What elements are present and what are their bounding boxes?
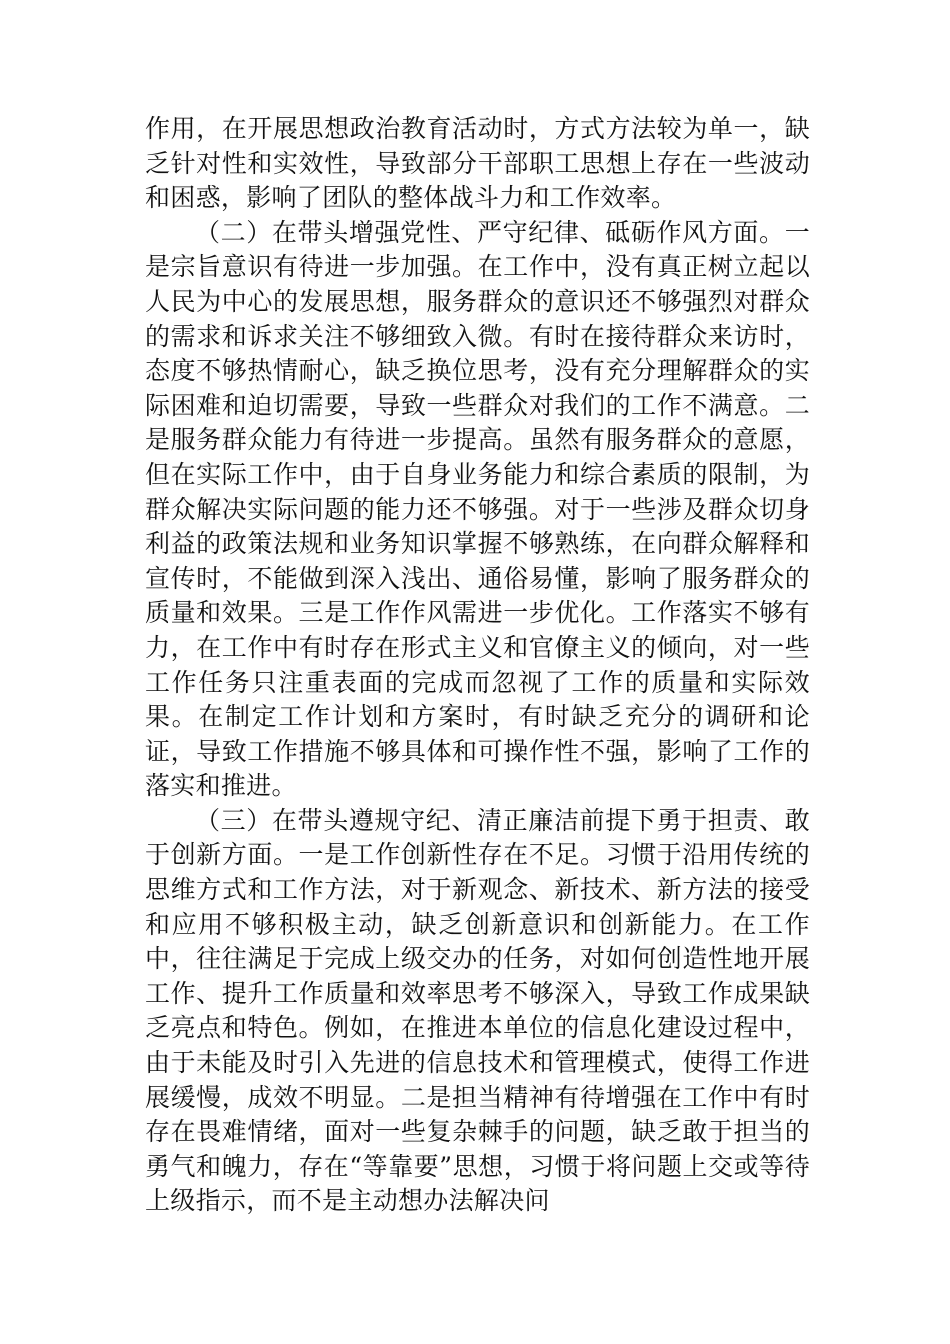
- document-body: [145, 112, 810, 1219]
- paragraph-section-three: （三）在带头遵规守纪、清正廉洁前提下勇于担责、敢于创新方面。一是工作创新性存在不足。习惯于沿用传统的思维方式和工作方法，对于新观念、新技术、新方法的接受和应用不够积极主动，缺乏创新意识和创新能力。在工作中，往往满足于完成上级交办的任务，对如何创造性地开展工作、提升工作质量和效率思考不够深入，导致工作成果缺乏亮点和特色。例如，在推进本单位的信息化建设过程中，由于未能及时引入先进的信息技术和管理模式，使得工作进展缓慢，成效不明显。二是担当精神有待增强在工作中有时存在畏难情绪，面对一些复杂棘手的问题，缺乏敢于担当的勇气和魄力，存在“等靠要”思想，习惯于将问题上交或等待上级指示，而不是主动想办法解决问: [145, 805, 810, 1216]
- paragraph-continued: 作用，在开展思想政治教育活动时，方式方法较为单一，缺乏针对性和实效性，导致部分干部职工思想上存在一些波动和困惑，影响了团队的整体战斗力和工作效率。: [145, 114, 810, 213]
- paragraph-section-two: （二）在带头增强党性、严守纪律、砥砺作风方面。一是宗旨意识有待进一步加强。在工作中，没有真正树立起以人民为中心的发展思想，服务群众的意识还不够强烈对群众的需求和诉求关注不够细致入微。有时在接待群众来访时，态度不够热情耐心，缺乏换位思考，没有充分理解群众的实际困难和迫切需要，导致一些群众对我们的工作不满意。二是服务群众能力有待进一步提高。虽然有服务群众的意愿，但在实际工作中，由于自身业务能力和综合素质的限制，为群众解决实际问题的能力还不够强。对于一些涉及群众切身利益的政策法规和业务知识掌握不够熟练，在向群众解释和宣传时，不能做到深入浅出、通俗易懂，影响了服务群众的质量和效果。三是工作作风需进一步优化。工作落实不够有力，在工作中有时存在形式主义和官僚主义的倾向，对一些工作任务只注重表面的完成而忽视了工作的质量和实际效果。在制定工作计划和方案时，有时缺乏充分的调研和论证，导致工作措施不够具体和可操作性不强，影响了工作的落实和推进。: [145, 217, 810, 801]
